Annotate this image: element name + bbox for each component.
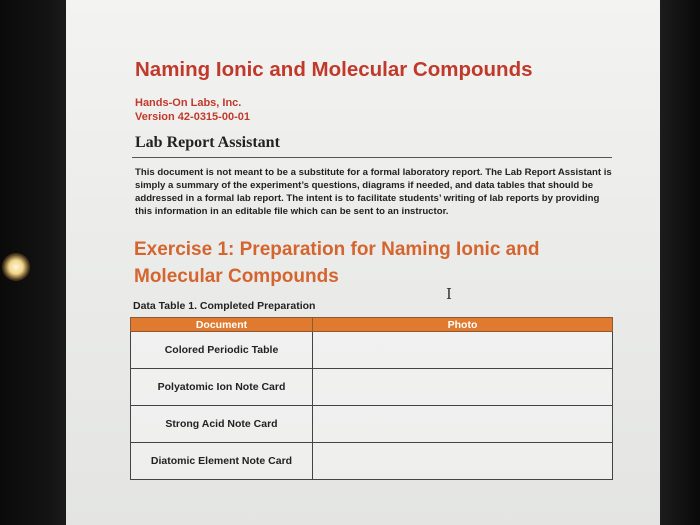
document-screen (66, 0, 662, 525)
text-cursor-icon: I (446, 285, 452, 303)
table-header-row (131, 318, 613, 332)
document-cell[interactable]: Diatomic Element Note Card (131, 443, 313, 480)
exercise-heading[interactable]: Exercise 1: Preparation for Naming Ionic and Molecular Compounds (134, 239, 540, 287)
heading-rule (132, 157, 612, 158)
document-cell[interactable]: Colored Periodic Table (131, 332, 313, 369)
document-version: Version 42-0315-00-01 (135, 111, 250, 123)
photo-cell[interactable] (313, 406, 613, 443)
background-light (2, 253, 30, 281)
table-row (131, 332, 613, 369)
photo-cell[interactable] (313, 443, 613, 480)
document-cell[interactable]: Strong Acid Note Card (131, 406, 313, 443)
publisher-name: Hands-On Labs, Inc. (135, 97, 242, 109)
completed-preparation-table (130, 317, 613, 480)
table-row (131, 443, 613, 480)
section-heading: Lab Report Assistant (135, 134, 280, 151)
monitor-bezel-right (660, 0, 700, 525)
photo-cell[interactable] (313, 369, 613, 406)
intro-paragraph[interactable]: This document is not meant to be a substitute for a formal laboratory report. The Lab Report Assistant is simply a summary of the experiment’s questions, diagrams if needed, and data tables that should be addressed in a formal lab report. The intent is to facilitate students’ writing of lab reports by providing this information in an editable file which can be sent to an instructor. (135, 167, 612, 217)
photo-cell[interactable] (313, 332, 613, 369)
table-row (131, 406, 613, 443)
table-caption: Data Table 1. Completed Preparation (133, 300, 316, 312)
document-title: Naming Ionic and Molecular Compounds (135, 58, 533, 81)
table-row (131, 369, 613, 406)
document-page (66, 0, 662, 525)
document-cell[interactable]: Polyatomic Ion Note Card (131, 369, 313, 406)
column-header-document: Document (131, 318, 313, 332)
column-header-photo: Photo (313, 318, 613, 332)
